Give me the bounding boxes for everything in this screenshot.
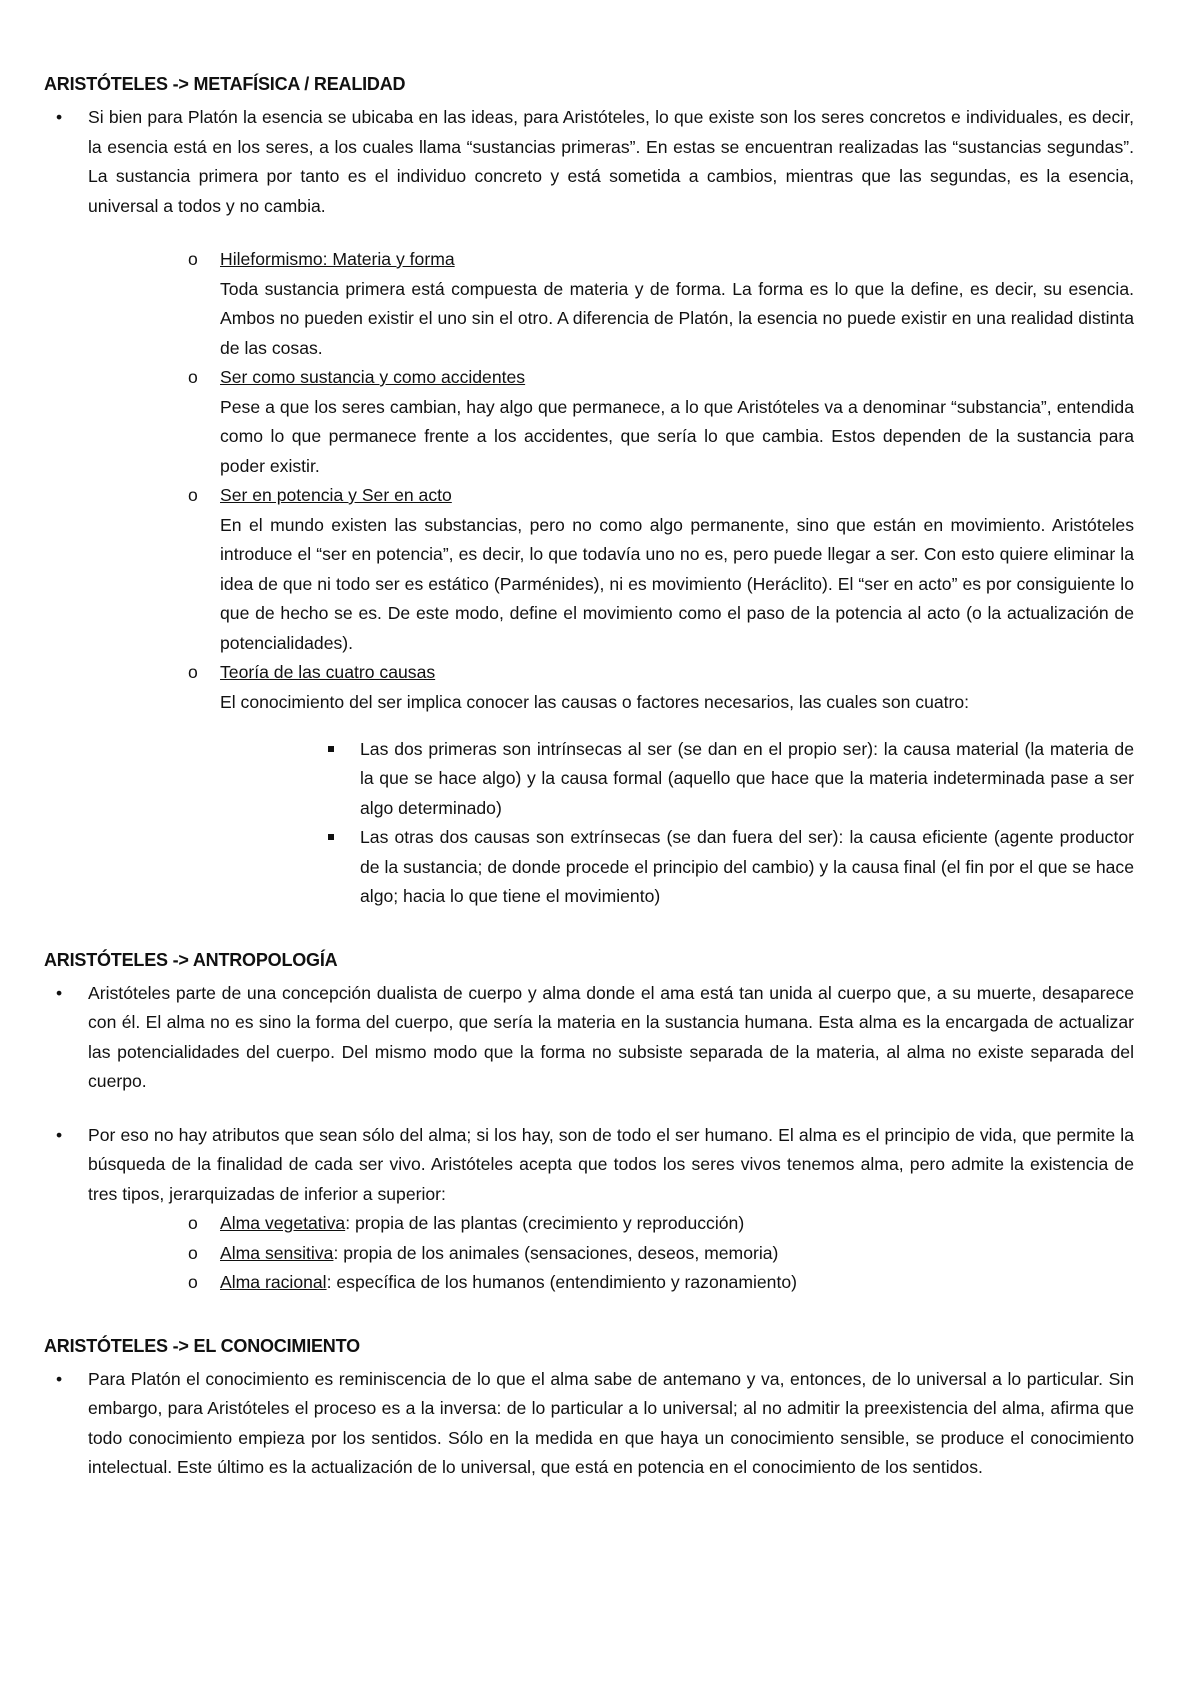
circle-bullet-icon: o <box>188 1213 198 1234</box>
list-item <box>360 823 1134 912</box>
section-heading: ARISTÓTELES -> EL CONOCIMIENTO <box>44 1335 360 1356</box>
soul-name: Alma sensitiva <box>220 1242 334 1263</box>
circle-bullet-icon: o <box>188 662 198 682</box>
list-item-text: Las dos primeras son intrínsecas al ser (se dan en el propio ser): la causa material (la materia de la que se hace algo) y la causa formal (aquello que hace que la materia indeterminada pase a ser algo determinado) <box>360 738 1134 818</box>
list-item-text: Las otras dos causas son extrínsecas (se dan fuera del ser): la causa eficiente (agente productor de la sustancia; de donde procede el principio del cambio) y la causa final (el fin por el que se hace algo; hacia lo que tiene el movimiento) <box>360 827 1134 907</box>
square-bullet-icon <box>328 746 334 752</box>
paragraph <box>44 1365 1134 1483</box>
soul-name: Alma racional <box>220 1272 327 1293</box>
topic-body: En el mundo existen las substancias, pero no como algo permanente, sino que están en movimiento. Aristóteles introduce el “ser en potencia”, es decir, lo que todavía uno no es, pero puede llegar a ser. Con esto quiere eliminar la idea de que ni todo ser es estático (Parménides), ni es movimiento (Heráclito). El “ser en acto” es por consiguiente lo que de hecho se es. De este modo, define el movimiento como el paso de la potencia al acto (o la actualización de potencialidades). <box>220 514 1134 653</box>
section-antropologia <box>44 950 1134 1298</box>
section-conocimiento <box>44 1336 1134 1483</box>
document-page <box>44 60 1134 1521</box>
topic-body: Pese a que los seres cambian, hay algo que permanece, a lo que Aristóteles va a denominar “substancia”, entendida como lo que permanece frente a los accidentes, que sería lo que cambia. Estos dependen de la sustancia para poder existir. <box>220 396 1134 476</box>
topic-title: Ser en potencia y Ser en acto <box>220 485 452 505</box>
bullet-icon: • <box>56 982 63 1003</box>
souls-list <box>188 1209 1134 1298</box>
topic-title: Ser como sustancia y como accidentes <box>220 367 526 387</box>
paragraph <box>44 103 1134 221</box>
list-item <box>188 1268 1134 1298</box>
topic-item <box>188 363 1134 481</box>
list-item <box>360 735 1134 824</box>
list-item <box>188 1209 1134 1239</box>
circle-bullet-icon: o <box>188 485 198 505</box>
circle-bullet-icon: o <box>188 1272 198 1293</box>
section-heading: ARISTÓTELES -> METAFÍSICA / REALIDAD <box>44 74 406 94</box>
topic-title: Teoría de las cuatro causas <box>220 662 436 682</box>
section-heading: ARISTÓTELES -> ANTROPOLOGÍA <box>44 949 338 970</box>
topic-body: El conocimiento del ser implica conocer las causas o factores necesarios, las cuales son cuatro: <box>220 691 970 712</box>
paragraph-text: Si bien para Platón la esencia se ubicaba en las ideas, para Aristóteles, lo que existe son los seres concretos e individuales, es decir, la esencia está en los seres, a los cuales llama “sustancias primeras”. En estas se encuentran realizadas las “sustancias segundas”. La sustancia primera por tanto es el individuo concreto y está sometida a cambios, mientras que las segundas, es la esencia, universal a todos y no cambia. <box>88 107 1134 216</box>
list-item <box>188 1239 1134 1269</box>
circle-bullet-icon: o <box>188 249 198 269</box>
paragraph-text: Aristóteles parte de una concepción dualista de cuerpo y alma donde el ama está tan unida al cuerpo que, a su muerte, desaparece con él. El alma no es sino la forma del cuerpo, que sería la materia en la sustancia humana. Esta alma es la encargada de actualizar las potencialidades del cuerpo. Del mismo modo que la forma no subsiste separada de la materia, al alma no existe separada del cuerpo. <box>88 982 1134 1092</box>
bullet-icon: • <box>56 1368 63 1389</box>
soul-desc: : propia de los animales (sensaciones, deseos, memoria) <box>333 1242 779 1263</box>
paragraph-text: Para Platón el conocimiento es reminiscencia de lo que el alma sabe de antemano y va, entonces, de lo universal a lo particular. Sin embargo, para Aristóteles el proceso es a la inversa: de lo particular a lo universal; al no admitir la preexistencia del alma, afirma que todo conocimiento empieza por los sentidos. Sólo en la medida en que haya un conocimiento sensible, se produce el conocimiento intelectual. Este último es la actualización de lo universal, que está en potencia en el conocimiento de los sentidos. <box>88 1368 1134 1478</box>
causes-list <box>360 735 1134 912</box>
bullet-icon: • <box>56 1124 63 1145</box>
circle-bullet-icon: o <box>188 1242 198 1263</box>
paragraph <box>44 979 1134 1097</box>
paragraph <box>44 1121 1134 1210</box>
topic-item <box>188 481 1134 658</box>
square-bullet-icon <box>328 834 334 840</box>
topic-title: Hileformismo: Materia y forma <box>220 249 455 269</box>
paragraph-text: Por eso no hay atributos que sean sólo del alma; si los hay, son de todo el ser humano. El alma es el principio de vida, que permite la búsqueda de la finalidad de cada ser vivo. Aristóteles acepta que todos los seres vivos tenemos alma, pero admite la existencia de tres tipos, jerarquizadas de inferior a superior: <box>88 1124 1134 1204</box>
bullet-icon: • <box>56 107 63 127</box>
topic-body: Toda sustancia primera está compuesta de materia y de forma. La forma es lo que la define, es decir, su esencia. Ambos no pueden existir el uno sin el otro. A diferencia de Platón, la esencia no puede existir en una realidad distinta de las cosas. <box>220 278 1134 358</box>
topic-item <box>188 658 1134 912</box>
section-metafisica <box>44 74 1134 912</box>
soul-desc: : específica de los humanos (entendimiento y razonamiento) <box>326 1272 797 1293</box>
soul-name: Alma vegetativa <box>220 1213 346 1234</box>
soul-desc: : propia de las plantas (crecimiento y reproducción) <box>345 1213 745 1234</box>
topic-item <box>188 245 1134 363</box>
circle-bullet-icon: o <box>188 367 198 387</box>
